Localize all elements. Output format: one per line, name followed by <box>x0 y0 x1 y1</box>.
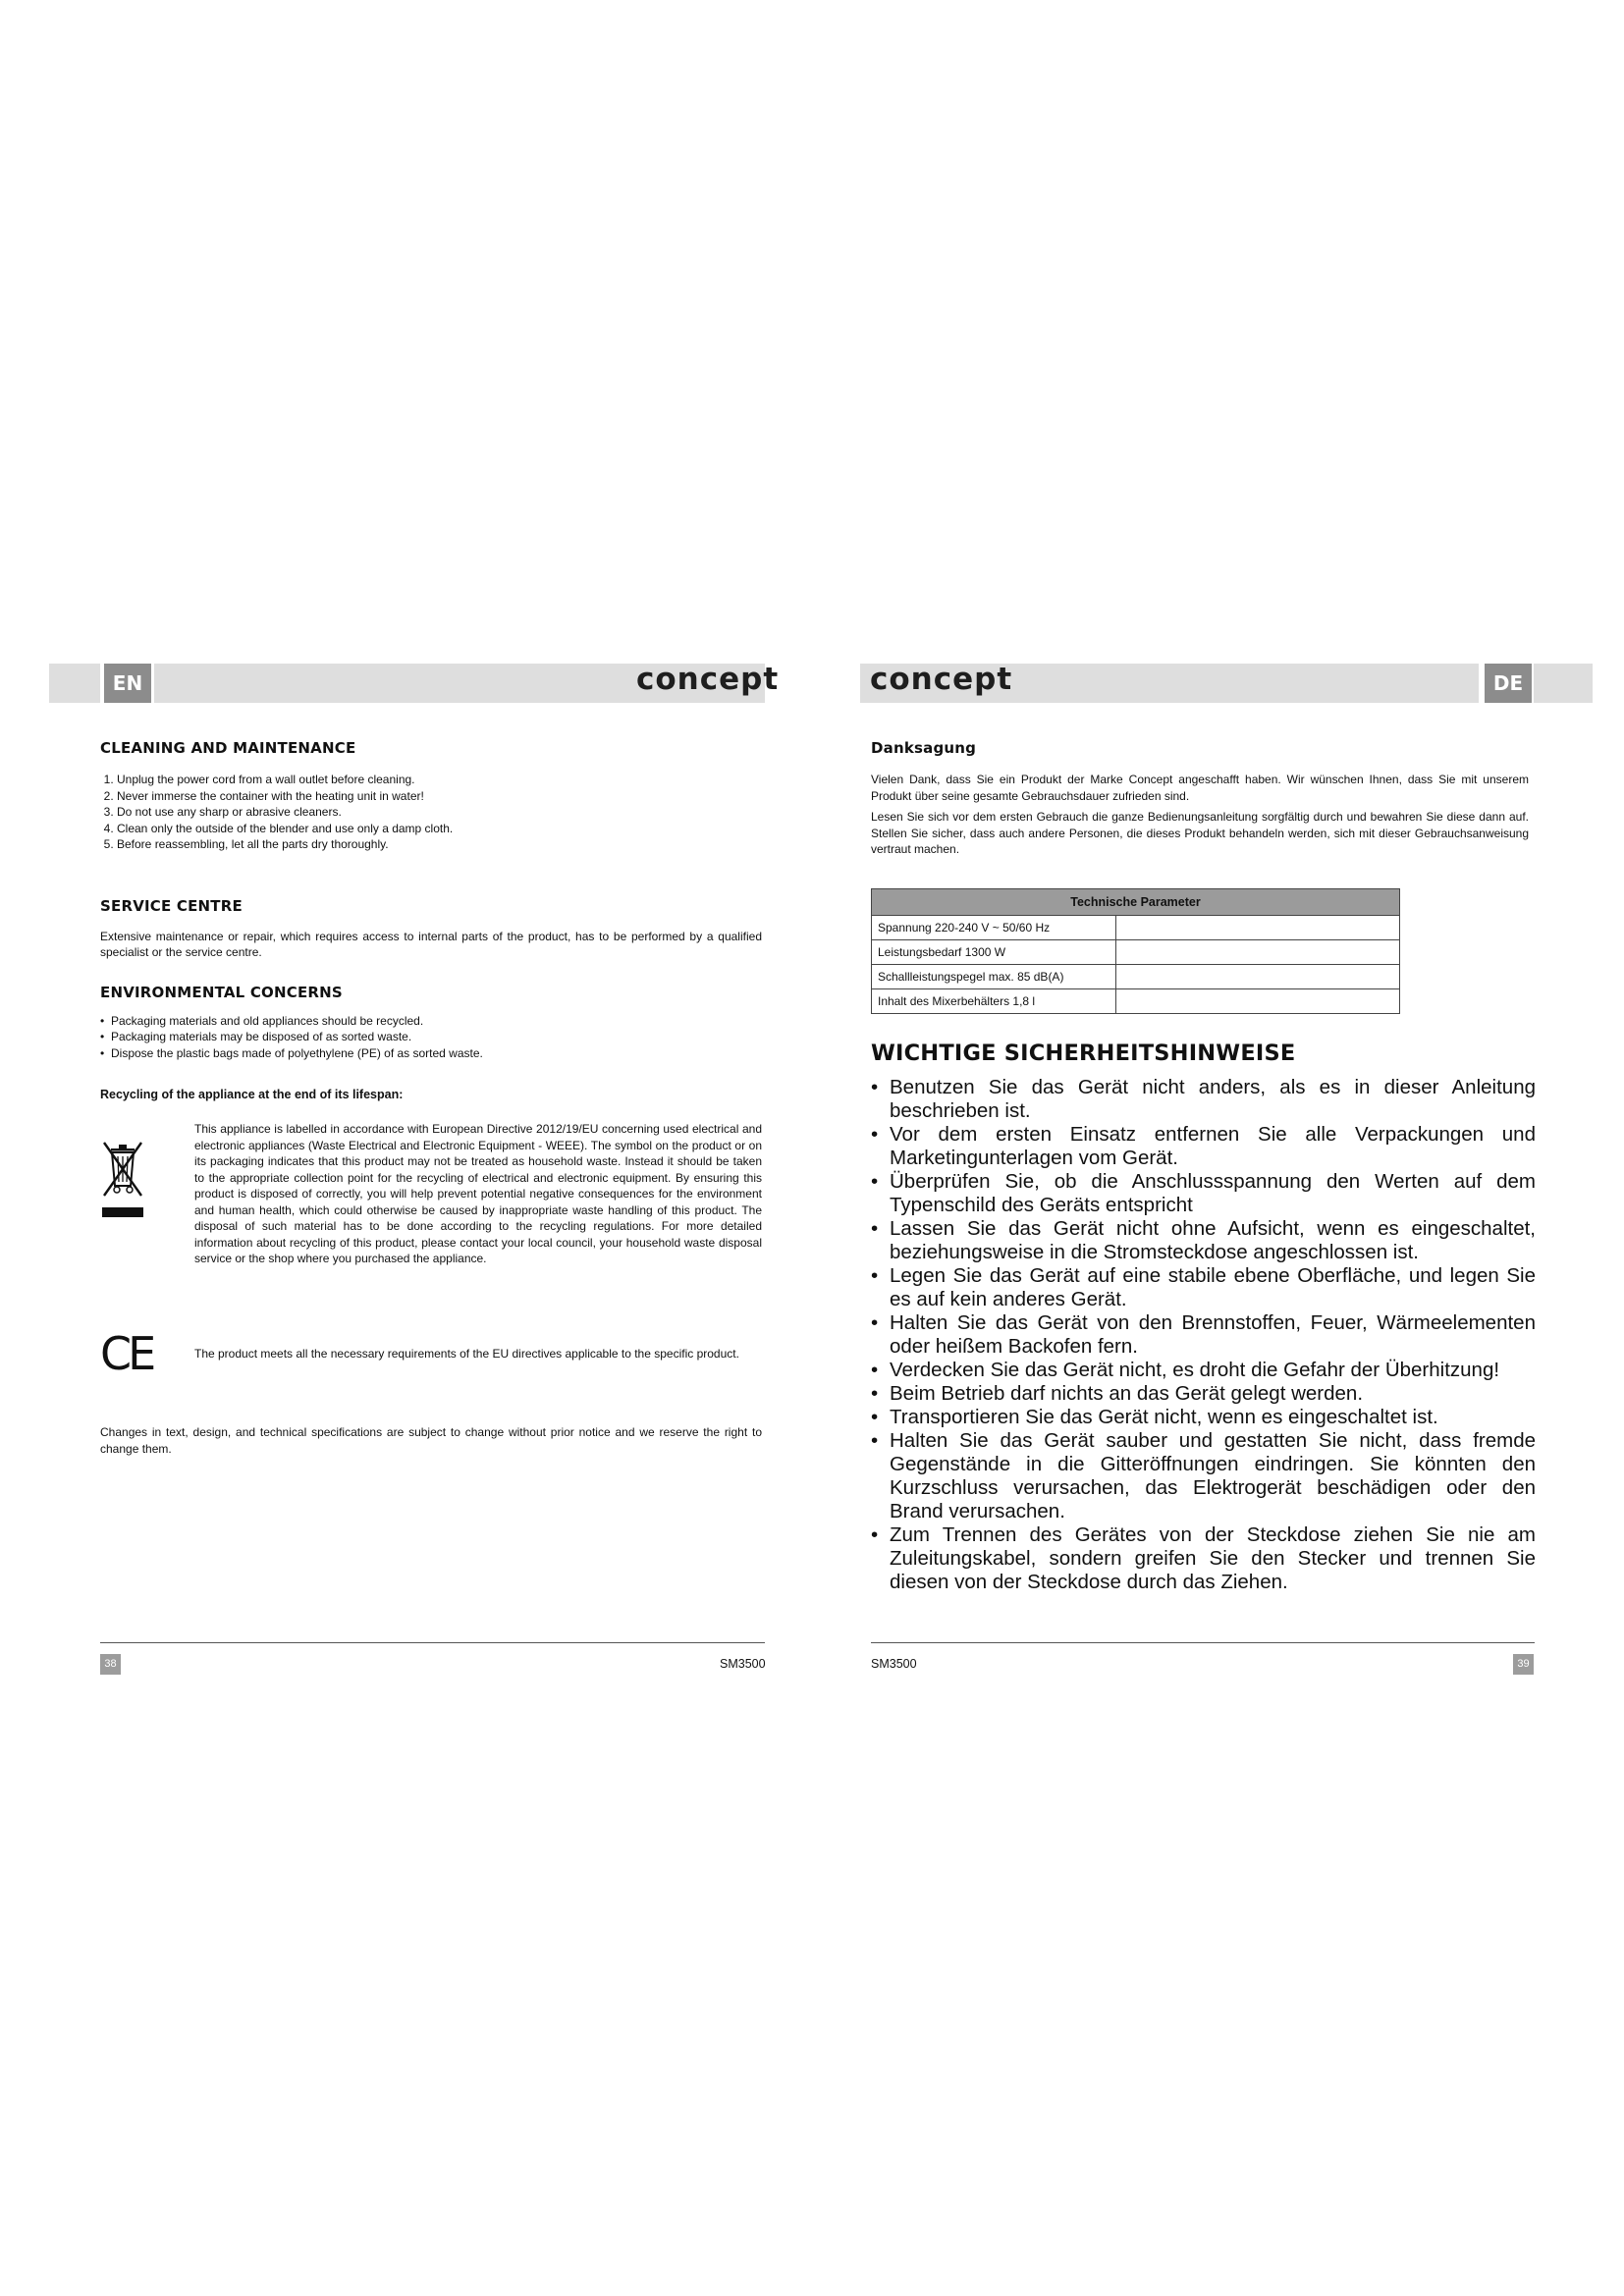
list-item: • Vor dem ersten Einsatz entfernen Sie alle Verpackungen und Marketingunterlagen vom Gerät. <box>871 1123 1536 1170</box>
language-tag-de: DE <box>1485 664 1532 703</box>
cleaning-title: CLEANING AND MAINTENANCE <box>100 739 356 757</box>
list-item: • Halten Sie das Gerät sauber und gestatten Sie nicht, dass fremde Gegenstände in die Gitteröffnungen eindringen. Sie könnten den Kurzschluss verursachen, das Elektrogerät beschädigen oder den Brand verursachen. <box>871 1429 1536 1523</box>
list-item: • Überprüfen Sie, ob die Anschlussspannung den Werten auf dem Typenschild des Geräts entspricht <box>871 1170 1536 1217</box>
model-label-right: SM3500 <box>871 1657 917 1671</box>
thanks-title: Danksagung <box>871 739 977 757</box>
thanks-paragraph-1: Vielen Dank, dass Sie ein Produkt der Marke Concept angeschafft haben. Wir wünschen Ihnen, dass Sie mit unserem Produkt über seine gesamte Gebrauchsdauer zufrieden sind. <box>871 773 1529 803</box>
page-number-left: 38 <box>100 1654 121 1675</box>
en-page <box>100 739 762 1457</box>
footer-rule-left <box>100 1642 765 1643</box>
list-item: • Beim Betrieb darf nichts an das Gerät gelegt werden. <box>871 1382 1536 1406</box>
recycling-text: This appliance is labelled in accordance with European Directive 2012/19/EU concerning used electrical and electronic appliances (Waste Electrical and Electronic Equipment - WEEE). The symbol on the product or on its packaging indicates that this product may not be treated as household waste. Instead it should be taken to the appropriate collection point for the recycling of electrical and electronic equipment. By ensuring this product is disposed of correctly, you will help prevent potential negative consequences for the environment and human health, which could otherwise be caused by inappropriate waste handling of this product. The disposal of such material has to be done according to the recycling regulations. For more detailed information about recycling of this product, please contact your local council, your household waste disposal service or the shop where you purchased the appliance. <box>194 1122 762 1265</box>
list-item: • Legen Sie das Gerät auf eine stabile ebene Oberfläche, und legen Sie es auf kein anderes Gerät. <box>871 1264 1536 1311</box>
list-item: 5. Before reassembling, let all the parts dry thoroughly. <box>117 836 762 853</box>
table-cell: Leistungsbedarf 1300 W <box>872 939 1116 964</box>
table-cell: Spannung 220-240 V ~ 50/60 Hz <box>872 915 1116 939</box>
de-page <box>871 739 1536 1594</box>
changes-note: Changes in text, design, and technical specifications are subject to change without prior notice and we reserve the right to change them. <box>100 1425 762 1456</box>
recycling-title: Recycling of the appliance at the end of its lifespan: <box>100 1088 404 1101</box>
list-item: • Lassen Sie das Gerät nicht ohne Aufsicht, wenn es eingeschaltet, beziehungsweise in die Stromsteckdose angeschlossen ist. <box>871 1217 1536 1264</box>
list-item: • Benutzen Sie das Gerät nicht anders, als es in dieser Anleitung beschrieben ist. <box>871 1076 1536 1123</box>
table-cell-empty <box>1116 939 1400 964</box>
thanks-paragraph-2: Lesen Sie sich vor dem ersten Gebrauch die ganze Bedienungsanleitung sorgfältig durch und bewahren Sie diese dann auf. Stellen Sie sicher, dass auch andere Personen, die dieses Produkt behandeln werden, sich mit dieser Gebrauchsanweisung vertraut machen. <box>871 810 1529 856</box>
list-item: • Transportieren Sie das Gerät nicht, wenn es eingeschaltet ist. <box>871 1406 1536 1429</box>
service-text: Extensive maintenance or repair, which requires access to internal parts of the product, has to be performed by a qualified specialist or the service centre. <box>100 929 762 959</box>
header-bar-left <box>49 664 100 703</box>
list-item: • Dispose the plastic bags made of polyethylene (PE) of as sorted waste. <box>100 1045 762 1062</box>
list-item: • Halten Sie das Gerät von den Brennstoffen, Feuer, Wärmeelementen oder heißem Backofen fern. <box>871 1311 1536 1359</box>
page-number-right: 39 <box>1513 1654 1534 1675</box>
model-label-left: SM3500 <box>720 1657 766 1671</box>
safety-list <box>871 1076 1536 1594</box>
technical-parameters-table <box>871 888 1400 1014</box>
table-header: Technische Parameter <box>872 888 1400 915</box>
environment-list <box>100 1013 762 1062</box>
table-row <box>872 939 1400 964</box>
brand-logo-right: concept <box>870 662 1013 697</box>
ce-mark-icon: CE <box>100 1327 153 1380</box>
list-item: • Packaging materials may be disposed of as sorted waste. <box>100 1029 762 1045</box>
environment-title: ENVIRONMENTAL CONCERNS <box>100 983 343 1001</box>
table-row <box>872 915 1400 939</box>
ce-block <box>100 1329 762 1388</box>
list-item: 3. Do not use any sharp or abrasive cleaners. <box>117 804 762 821</box>
weee-bin-icon <box>100 1139 145 1223</box>
service-title: SERVICE CENTRE <box>100 896 243 915</box>
table-cell-empty <box>1116 988 1400 1013</box>
table-cell-empty <box>1116 915 1400 939</box>
table-cell-empty <box>1116 964 1400 988</box>
brand-logo-left: concept <box>636 662 780 697</box>
table-cell: Inhalt des Mixerbehälters 1,8 l <box>872 988 1116 1013</box>
table-row <box>872 988 1400 1013</box>
cleaning-steps <box>100 772 762 853</box>
safety-title: WICHTIGE SICHERHEITSHINWEISE <box>871 1040 1296 1066</box>
list-item: 1. Unplug the power cord from a wall outlet before cleaning. <box>117 772 762 788</box>
list-item: 2. Never immerse the container with the heating unit in water! <box>117 788 762 805</box>
header-bar-right <box>1534 664 1593 703</box>
list-item: • Verdecken Sie das Gerät nicht, es droht die Gefahr der Überhitzung! <box>871 1359 1536 1382</box>
language-tag-en: EN <box>104 664 151 703</box>
list-item: • Zum Trennen des Gerätes von der Steckdose ziehen Sie nie am Zuleitungskabel, sondern greifen Sie den Stecker und trennen Sie diesen von der Steckdose durch das Ziehen. <box>871 1523 1536 1594</box>
footer-rule-right <box>871 1642 1535 1643</box>
recycling-block <box>100 1121 762 1298</box>
list-item: • Packaging materials and old appliances should be recycled. <box>100 1013 762 1030</box>
table-row <box>872 964 1400 988</box>
table-cell: Schallleistungspegel max. 85 dB(A) <box>872 964 1116 988</box>
list-item: 4. Clean only the outside of the blender and use only a damp cloth. <box>117 821 762 837</box>
ce-text: The product meets all the necessary requirements of the EU directives applicable to the specific product. <box>194 1347 739 1361</box>
